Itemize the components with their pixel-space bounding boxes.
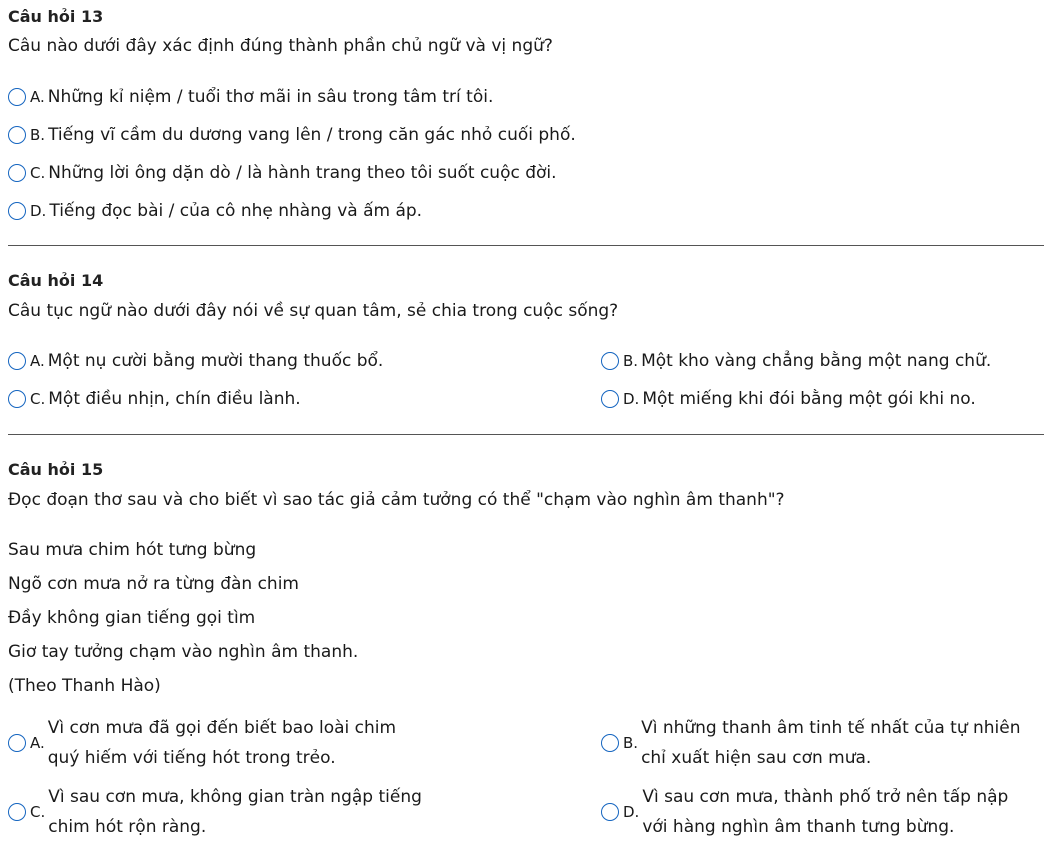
poem-line: Ngõ cơn mưa nở ra từng đàn chim: [8, 574, 299, 594]
question-13-title: Câu hỏi 13: [8, 7, 104, 26]
radio-circle-icon[interactable]: [601, 352, 619, 370]
option-text: Một kho vàng chẳng bằng một nang chữ.: [641, 351, 992, 371]
option-text: Tiếng vĩ cầm du dương vang lên / trong căn gác nhỏ cuối phố.: [48, 125, 576, 145]
option-letter: B.: [623, 734, 639, 752]
option-letter: A.: [30, 352, 45, 370]
option-text-line: Vì sau cơn mưa, thành phố trở nên tấp nập: [642, 787, 1009, 807]
radio-circle-icon[interactable]: [8, 88, 26, 106]
question-14-title: Câu hỏi 14: [8, 271, 104, 290]
radio-circle-icon[interactable]: [601, 390, 619, 408]
question-14-text: Câu tục ngữ nào dưới đây nói về sự quan tâm, sẻ chia trong cuộc sống?: [8, 301, 619, 321]
option-text: Những lời ông dặn dò / là hành trang theo tôi suốt cuộc đời.: [48, 163, 557, 183]
radio-circle-icon[interactable]: [601, 734, 619, 752]
question-13-text: Câu nào dưới đây xác định đúng thành phần chủ ngữ và vị ngữ?: [8, 36, 553, 56]
option-letter: D.: [623, 390, 640, 408]
option-text: [48, 782, 422, 842]
radio-circle-icon[interactable]: [601, 803, 619, 821]
question-14-option-a[interactable]: [8, 351, 383, 371]
question-13-option-a[interactable]: [8, 87, 493, 107]
option-text: Một miếng khi đói bằng một gói khi no.: [642, 389, 976, 409]
question-15-text: Đọc đoạn thơ sau và cho biết vì sao tác giả cảm tưởng có thể "chạm vào nghìn âm thanh"?: [8, 490, 785, 510]
question-divider: [8, 434, 1044, 435]
poem-line: Sau mưa chim hót tưng bừng: [8, 540, 257, 560]
question-divider: [8, 245, 1044, 246]
option-text-line: chỉ xuất hiện sau cơn mưa.: [641, 748, 872, 768]
radio-circle-icon[interactable]: [8, 164, 26, 182]
option-letter: C.: [30, 164, 46, 182]
option-text: Tiếng đọc bài / của cô nhẹ nhàng và ấm áp.: [49, 201, 423, 221]
radio-circle-icon[interactable]: [8, 734, 26, 752]
question-14-option-d[interactable]: [601, 389, 976, 409]
option-letter: C.: [30, 390, 46, 408]
option-text: Một điều nhịn, chín điều lành.: [48, 389, 301, 409]
option-text-line: chim hót rộn ràng.: [48, 817, 207, 837]
option-text: Những kỉ niệm / tuổi thơ mãi in sâu trong tâm trí tôi.: [47, 87, 494, 107]
option-text-line: Vì cơn mưa đã gọi đến biết bao loài chim: [47, 718, 397, 738]
option-text: [48, 713, 396, 773]
option-text-line: Vì sau cơn mưa, không gian tràn ngập tiếng: [48, 787, 422, 807]
radio-circle-icon[interactable]: [8, 126, 26, 144]
question-15-option-c[interactable]: [8, 782, 422, 842]
poem-source: (Theo Thanh Hào): [8, 676, 161, 696]
option-text-line: với hàng nghìn âm thanh tưng bừng.: [642, 817, 955, 837]
poem-line: Đầy không gian tiếng gọi tìm: [8, 608, 256, 628]
question-14-option-c[interactable]: [8, 389, 301, 409]
option-letter: B.: [30, 126, 46, 144]
option-letter: C.: [30, 803, 46, 821]
option-text: [641, 713, 1020, 773]
option-letter: A.: [30, 88, 45, 106]
radio-circle-icon[interactable]: [8, 803, 26, 821]
option-letter: A.: [30, 734, 45, 752]
option-text-line: Vì những thanh âm tinh tế nhất của tự nhiên: [641, 718, 1021, 738]
radio-circle-icon[interactable]: [8, 390, 26, 408]
question-15-option-d[interactable]: [601, 782, 1008, 842]
question-14-option-b[interactable]: [601, 351, 991, 371]
option-letter: D.: [30, 202, 47, 220]
poem-line: Giơ tay tưởng chạm vào nghìn âm thanh.: [8, 642, 359, 662]
question-15-option-b[interactable]: [601, 713, 1021, 773]
question-13-option-c[interactable]: [8, 163, 557, 183]
question-13-option-b[interactable]: [8, 125, 576, 145]
radio-circle-icon[interactable]: [8, 352, 26, 370]
option-text-line: quý hiếm với tiếng hót trong trẻo.: [47, 748, 336, 768]
option-text: [642, 782, 1008, 842]
question-13-option-d[interactable]: [8, 201, 422, 221]
option-text: Một nụ cười bằng mười thang thuốc bổ.: [47, 351, 384, 371]
question-15-option-a[interactable]: [8, 713, 396, 773]
question-15-title: Câu hỏi 15: [8, 460, 104, 479]
option-letter: D.: [623, 803, 640, 821]
option-letter: B.: [623, 352, 639, 370]
radio-circle-icon[interactable]: [8, 202, 26, 220]
